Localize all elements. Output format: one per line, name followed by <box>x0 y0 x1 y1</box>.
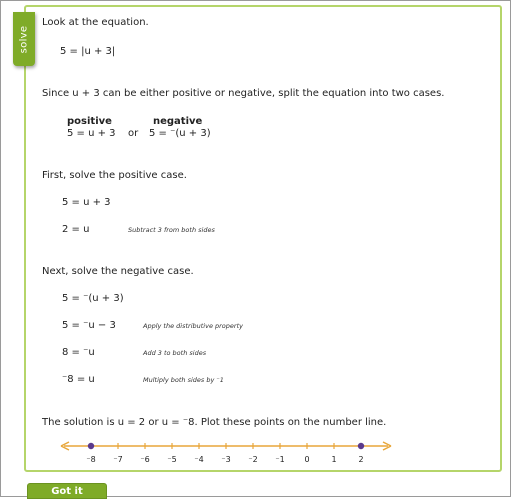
negative-step-note: Multiply both sides by ⁻1 <box>143 376 224 384</box>
positive-step-equation: 2 = u <box>62 224 90 235</box>
positive-header: positive <box>67 116 112 127</box>
tick-label: ⁻5 <box>167 455 177 464</box>
or-label: or <box>128 128 139 139</box>
negative-step-equation: 8 = ⁻u <box>62 347 95 358</box>
negative-step-note: Add 3 to both sides <box>143 349 207 357</box>
got-it-button[interactable]: Got it <box>27 483 107 499</box>
tick-label: 0 <box>304 455 310 464</box>
positive-case-equation: 5 = u + 3 <box>67 128 116 139</box>
negative-case-equation: 5 = ⁻(u + 3) <box>149 128 211 139</box>
tick-label: 1 <box>331 455 337 464</box>
tick-label: ⁻3 <box>221 455 231 464</box>
number-line <box>60 437 392 469</box>
tick-label: ⁻4 <box>194 455 204 464</box>
equation: 5 = |u + 3| <box>60 46 116 57</box>
tick-label: ⁻1 <box>275 455 285 464</box>
tick-label: 2 <box>358 455 364 464</box>
negative-header: negative <box>153 116 203 127</box>
intro-text: Look at the equation. <box>42 17 149 28</box>
tick-label: ⁻2 <box>248 455 258 464</box>
split-text: Since u + 3 can be either positive or negative, split the equation into two cases. <box>42 88 445 99</box>
negative-step-equation: 5 = ⁻(u + 3) <box>62 293 124 304</box>
solution-text: The solution is u = 2 or u = ⁻8. Plot these points on the number line. <box>42 417 387 428</box>
positive-step-equation: 5 = u + 3 <box>62 197 111 208</box>
positive-step-note: Subtract 3 from both sides <box>128 226 215 234</box>
negative-case-heading: Next, solve the negative case. <box>42 266 194 277</box>
negative-step-equation: 5 = ⁻u − 3 <box>62 320 116 331</box>
solve-tab[interactable] <box>13 12 35 66</box>
positive-case-heading: First, solve the positive case. <box>42 170 187 181</box>
plotted-point[interactable] <box>88 443 94 449</box>
tick-label: ⁻8 <box>86 455 96 464</box>
tick-label: ⁻6 <box>140 455 150 464</box>
negative-step-equation: ⁻8 = u <box>62 374 95 385</box>
negative-step-note: Apply the distributive property <box>143 322 243 330</box>
plotted-point[interactable] <box>358 443 364 449</box>
solve-tab-label: solve <box>18 25 30 53</box>
tick-label: ⁻7 <box>113 455 123 464</box>
solution-panel <box>24 5 502 472</box>
